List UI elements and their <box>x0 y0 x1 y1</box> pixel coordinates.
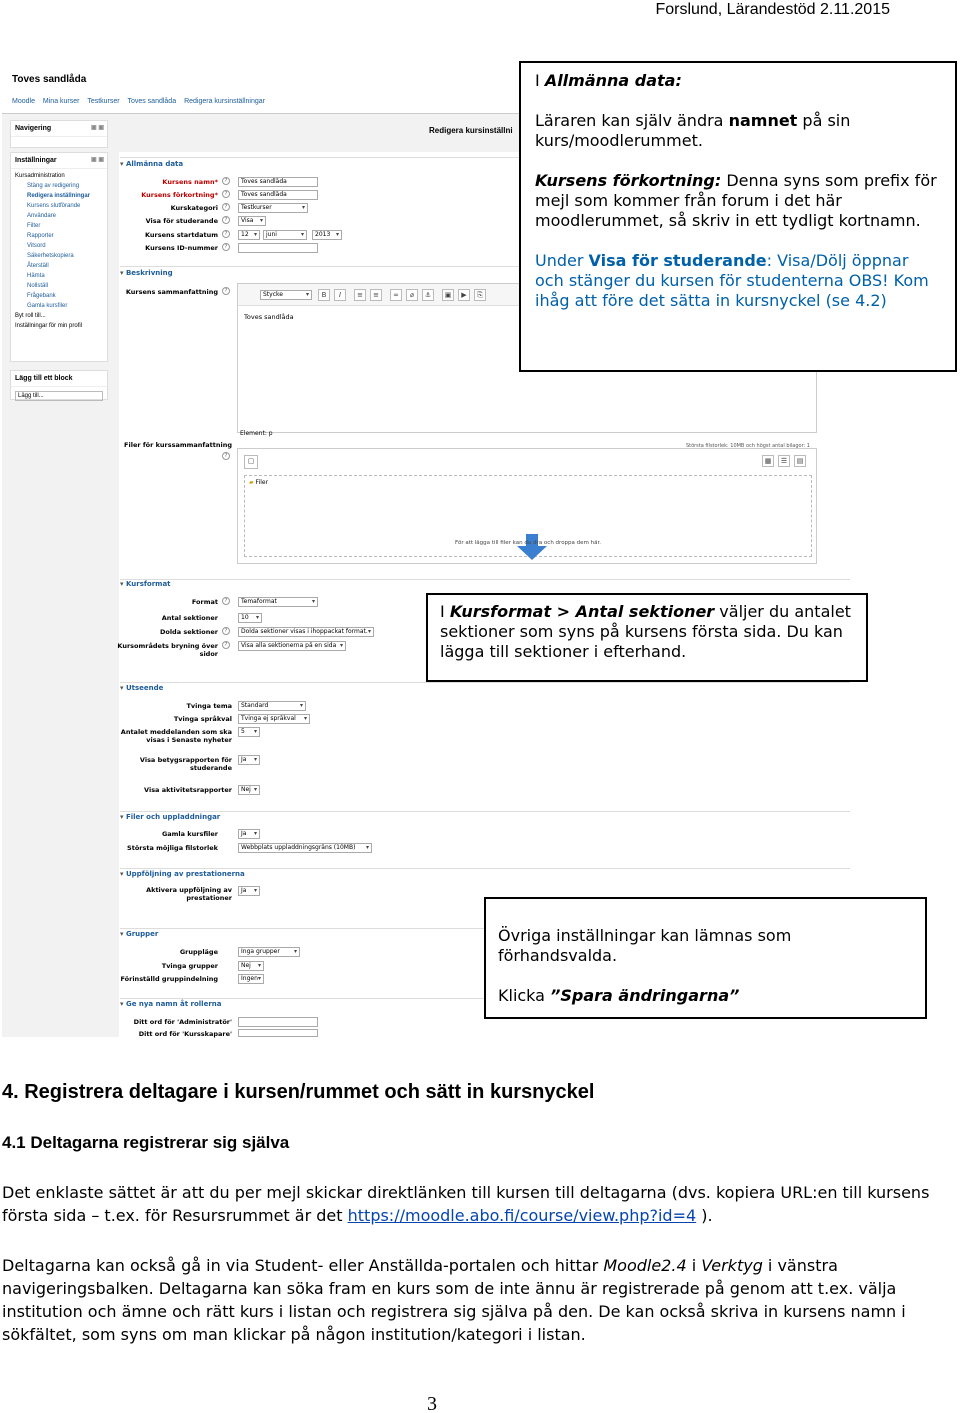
section-heading-4: 4. Registrera deltagare i kursen/rummet och sätt in kursnyckel <box>2 1081 595 1103</box>
settings-item[interactable]: Återställ <box>27 263 49 269</box>
help-icon[interactable]: ? <box>222 190 230 198</box>
bold-icon[interactable]: B <box>318 289 330 301</box>
image-icon[interactable]: ▣ <box>442 289 454 301</box>
settings-block <box>10 152 108 362</box>
startdate-label: Kursens startdatum <box>144 231 218 239</box>
lang-select[interactable]: Tvinga ej språkval ▾ <box>238 714 310 724</box>
section-groups[interactable]: ▾ Grupper <box>120 930 158 938</box>
role1-input[interactable] <box>238 1017 318 1027</box>
help-icon[interactable]: ? <box>222 597 230 605</box>
editor-path: Element: p <box>240 430 273 437</box>
settings-item[interactable]: Gamla kursfiler <box>27 303 68 309</box>
course-link[interactable]: https://moodle.abo.fi/course/view.php?id=4 <box>347 1206 697 1225</box>
fullname-label: Kursens namn* <box>162 178 218 186</box>
role2-label: Ditt ord för 'Kursskapare' <box>138 1030 232 1038</box>
section-general[interactable]: ▾ Allmänna data <box>120 160 183 168</box>
enablecompletion-label: Aktivera uppföljning av prestationer <box>146 886 232 902</box>
settings-item[interactable]: Säkerhetskopiera <box>27 253 74 259</box>
news-select[interactable]: 5 ▾ <box>238 727 260 737</box>
add-file-icon[interactable]: ▢ <box>244 455 258 469</box>
help-icon[interactable]: ? <box>222 452 230 460</box>
role2-input[interactable] <box>238 1029 318 1037</box>
callout-paragraph: Klicka ”Spara ändringarna” <box>498 986 740 1005</box>
category-label: Kurskategori <box>170 204 218 212</box>
reports-label: Visa aktivitetsrapporter <box>144 786 232 794</box>
settings-item[interactable]: Vitsord <box>27 243 46 249</box>
settings-item[interactable]: Frågebank <box>27 293 56 299</box>
help-icon[interactable]: ? <box>222 216 230 224</box>
view-list-icon[interactable]: ☰ <box>778 455 790 467</box>
reports-select[interactable]: Nej ▾ <box>238 785 260 795</box>
numsections-label: Antal sektioner <box>161 614 218 622</box>
breadcrumb-item[interactable]: Redigera kursinställningar <box>184 98 265 105</box>
news-label: Antalet meddelanden som ska visas i Senaste nyheter <box>120 728 232 744</box>
folder-icon: ▰ <box>249 479 254 486</box>
startdate-day-select[interactable]: 12 ▾ <box>238 230 260 240</box>
callout-heading: I Allmänna data: <box>535 71 682 90</box>
block-controls-icon[interactable]: ▣ ▣ <box>90 125 104 131</box>
numbered-list-icon[interactable]: ≡ <box>370 289 382 301</box>
editor-content[interactable]: Toves sandlåda <box>244 313 294 321</box>
maxbytes-label: Största möjliga filstorlek <box>127 844 218 852</box>
settings-item[interactable]: Hämta <box>27 273 45 279</box>
section-rename-roles[interactable]: ▾ Ge nya namn åt rollerna <box>120 1000 222 1008</box>
startdate-month-select[interactable]: juni ▾ <box>263 230 307 240</box>
maxbytes-select[interactable]: Webbplats uppladdningsgräns (10MB) ▾ <box>238 843 372 853</box>
help-icon[interactable]: ? <box>222 177 230 185</box>
settings-item[interactable]: Kursens slutförande <box>27 203 81 209</box>
gradebook-select[interactable]: Ja ▾ <box>238 755 260 765</box>
defaultgrouping-label: Förinställd gruppindelning <box>120 975 218 983</box>
lang-label: Tvinga språkval <box>173 715 232 723</box>
anchor-icon[interactable]: ⚓ <box>422 289 434 301</box>
format-label: Format <box>191 598 218 606</box>
help-icon[interactable]: ? <box>222 243 230 251</box>
settings-item[interactable]: Redigera inställningar <box>27 193 91 199</box>
groupmode-select[interactable]: Inga grupper ▾ <box>238 947 300 957</box>
role1-label: Ditt ord för 'Administratör' <box>133 1018 232 1026</box>
media-icon[interactable]: ▶ <box>458 289 470 301</box>
navigation-block <box>10 120 108 148</box>
paste-icon[interactable]: ⎘ <box>474 289 486 301</box>
gradebook-label: Visa betygsrapporten för studerande <box>139 756 232 772</box>
help-icon[interactable]: ? <box>222 627 230 635</box>
visible-select[interactable]: Visa ▾ <box>238 216 266 226</box>
settings-item[interactable]: Stäng av redigering <box>27 183 80 189</box>
format-select[interactable]: Temaformat ▾ <box>238 597 318 607</box>
help-icon[interactable]: ? <box>222 203 230 211</box>
block-title: Inställningar <box>15 157 57 164</box>
link-icon[interactable]: ∞ <box>390 289 402 301</box>
idnumber-label: Kursens ID-nummer <box>145 244 218 252</box>
add-block-select[interactable]: Lägg till... <box>15 391 103 401</box>
legacyfiles-label: Gamla kursfiler <box>161 830 218 838</box>
shortname-input[interactable]: Toves sandlåda <box>238 190 318 200</box>
block-title: Lägg till ett block <box>11 371 107 387</box>
help-icon[interactable]: ? <box>222 287 230 295</box>
callout-paragraph: Läraren kan själv ändra namnet på sin kurs/moodlerummet. <box>535 111 851 150</box>
section-heading-4-1: 4.1 Deltagarna registrerar sig själva <box>2 1133 290 1152</box>
breadcrumb-item[interactable]: Moodle <box>12 98 35 105</box>
enablecompletion-select[interactable]: Ja ▾ <box>238 886 260 896</box>
summary-label: Kursens sammanfattning <box>125 288 218 296</box>
site-title[interactable]: Toves sandlåda <box>12 74 87 85</box>
paragraph-style-select[interactable]: Stycke ▾ <box>260 290 312 300</box>
breadcrumb-item[interactable]: Testkurser <box>87 98 120 105</box>
category-select[interactable]: Testkurser ▾ <box>238 203 308 213</box>
section-files[interactable]: ▾ Filer och uppladdningar <box>120 813 220 821</box>
help-icon[interactable]: ? <box>222 230 230 238</box>
callout-general <box>519 61 957 372</box>
form-title: Redigera kursinställni <box>429 126 513 135</box>
numsections-select[interactable]: 10 ▾ <box>238 613 262 623</box>
paragraph-direct-link: Det enklaste sättet är att du per mejl skickar direktlänken till kursen till deltagarna (dvs. kopiera URL:en till kursens första sida – t.ex. för Resursrummet är det https://moodle.abo.fi/course/view.php?id=4 ). <box>2 1183 930 1225</box>
settings-list <box>11 169 107 333</box>
block-title: Navigering <box>15 125 52 132</box>
callout-paragraph: Övriga inställningar kan lämnas som förhandsvalda. <box>498 926 792 965</box>
callout-paragraph: Kursens förkortning: Denna syns som prefix för mejl som kommer från forum i det här moodlerummet, så skriv in ett tydligt kortnamn. <box>535 171 937 230</box>
paragraph-portal: Deltagarna kan också gå in via Student- eller Anställda-portalen och hittar Moodle2.4 i Verktyg i vänstra navigeringsbalken. Deltagarna kan söka fram en kurs som de inte ännu är registrerade på genom att t.ex. välja institution och ämne och rätt kurs i listan och registrera sig själva på den. De kan också skriva in kursens namn i sökfältet, som syns om man klickar på någon institution/kategori i listan. <box>2 1256 906 1344</box>
drop-zone[interactable] <box>244 475 812 557</box>
drop-arrow-icon <box>517 534 547 560</box>
italic-icon[interactable]: I <box>334 289 346 301</box>
callout-paragraph: Under Visa för studerande: Visa/Dölj öppnar och stänger du kursen för studenterna OBS! Kom ihåg att före det sätta in kursnyckel (se 4.2) <box>535 251 929 310</box>
layout-select[interactable]: Visa alla sektionerna på en sida ▾ <box>238 641 346 651</box>
groupmodeforce-select[interactable]: Nej ▾ <box>238 961 264 971</box>
block-controls-icon[interactable]: ▣ ▣ <box>90 157 104 163</box>
visible-label: Visa för studerande <box>145 217 218 225</box>
legacyfiles-select[interactable]: Ja ▾ <box>238 829 260 839</box>
callout-format <box>426 593 868 682</box>
settings-item[interactable]: Filter <box>27 223 41 229</box>
callout-paragraph: I Kursformat > Antal sektioner väljer du antalet sektioner som syns på kursens första sida. Du kan lägga till sektioner i efterhand. <box>440 602 851 661</box>
shortname-label: Kursens förkortning* <box>141 191 218 199</box>
hidden-sections-label: Dolda sektioner <box>159 628 218 636</box>
fullname-input[interactable]: Toves sandlåda <box>238 177 318 187</box>
defaultgrouping-select[interactable]: Ingen ▾ <box>238 974 264 984</box>
breadcrumb <box>12 98 271 105</box>
section-appearance[interactable]: ▾ Utseende <box>120 684 163 692</box>
layout-label: Kursområdets bryning över sidor <box>117 642 218 658</box>
filepicker-maxsize: Största filstorlek: 10MB och högst antal bilagor: 1 <box>685 443 810 449</box>
section-completion[interactable]: ▾ Uppföljning av prestationerna <box>120 870 245 878</box>
view-tree-icon[interactable]: ▤ <box>794 455 806 467</box>
breadcrumb-item[interactable]: Mina kurser <box>42 98 80 105</box>
bullet-list-icon[interactable]: ≡ <box>354 289 366 301</box>
drop-hint: För att lägga till filer kan du dra och droppa dem här. <box>455 540 601 546</box>
filepicker <box>237 443 817 564</box>
section-format[interactable]: ▾ Kursformat <box>120 580 171 588</box>
groupmodeforce-label: Tvinga grupper <box>161 962 218 970</box>
settings-item[interactable]: Nollställ <box>27 283 49 289</box>
settings-item[interactable]: Användare <box>27 213 57 219</box>
view-icons-icon[interactable]: ▦ <box>762 455 774 467</box>
groupmode-label: Gruppläge <box>179 948 218 956</box>
folder-label: Filer <box>255 479 269 486</box>
add-block <box>10 370 108 400</box>
callout-save <box>484 897 927 1019</box>
page-header: Forslund, Lärandestöd 2.11.2015 <box>655 1 890 18</box>
theme-select[interactable]: Standard ▾ <box>238 701 306 711</box>
settings-item[interactable]: Byt roll till... <box>15 313 46 319</box>
section-description[interactable]: ▾ Beskrivning <box>120 269 173 277</box>
theme-label: Tvinga tema <box>186 702 232 710</box>
settings-item[interactable]: Kursadministration <box>15 173 65 179</box>
page-number: 3 <box>427 1393 437 1413</box>
idnumber-input[interactable] <box>238 243 318 253</box>
unlink-icon[interactable]: ⌀ <box>406 289 418 301</box>
help-icon[interactable]: ? <box>222 641 230 649</box>
settings-item[interactable]: Rapporter <box>27 233 54 239</box>
startdate-year-select[interactable]: 2013 ▾ <box>312 230 342 240</box>
breadcrumb-item[interactable]: Toves sandlåda <box>127 98 177 105</box>
summaryfiles-label: Filer för kurssammanfattning <box>124 441 232 449</box>
settings-item[interactable]: Inställningar för min profil <box>15 323 83 329</box>
hidden-sections-select[interactable]: Dolda sektioner visas i ihoppackat format. ▾ <box>238 627 374 637</box>
